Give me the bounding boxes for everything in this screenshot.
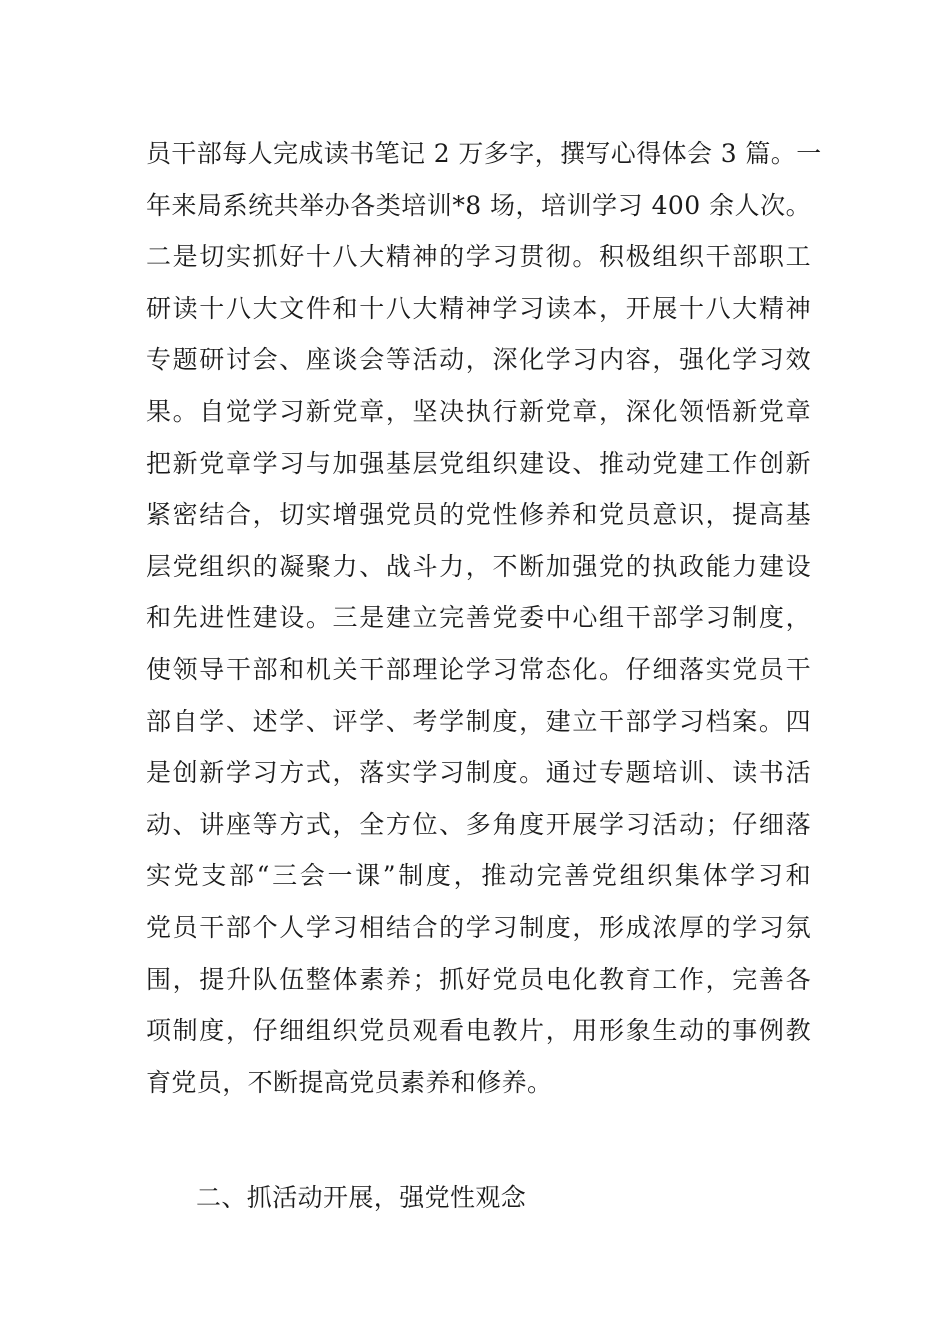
body-paragraph [146, 128, 822, 1108]
paragraph-line: 育党员，不断提高党员素养和修养。 [146, 1067, 553, 1097]
paragraph-line: 员干部每人完成读书笔记 2 万多字，撰写心得体会 3 篇。一 [146, 139, 822, 168]
paragraph-line: 项制度，仔细组织党员观看电教片，用形象生动的事例教 [146, 1016, 811, 1046]
paragraph-line: 专题研讨会、座谈会等活动，深化学习内容，强化学习效 [146, 345, 811, 375]
paragraph-line: 年来局系统共举办各类培训*8 场，培训学习 400 余人次。 [146, 190, 811, 220]
section-heading: 二、抓活动开展，强党性观念 [196, 1183, 527, 1212]
paragraph-line: 层党组织的凝聚力、战斗力，不断加强党的执政能力建设 [146, 551, 811, 581]
paragraph-line: 二是切实抓好十八大精神的学习贯彻。积极组织干部职工 [146, 242, 811, 272]
paragraph-line: 围，提升队伍整体素养；抓好党员电化教育工作，完善各 [146, 964, 811, 994]
paragraph-line: 动、讲座等方式，全方位、多角度开展学习活动；仔细落 [146, 809, 811, 839]
paragraph-line: 是创新学习方式，落实学习制度。通过专题培训、读书活 [146, 758, 811, 788]
paragraph-line: 果。自觉学习新党章，坚决执行新党章，深化领悟新党章 [146, 396, 811, 426]
paragraph-line: 研读十八大文件和十八大精神学习读本，开展十八大精神 [146, 293, 811, 323]
paragraph-line: 使领导干部和机关干部理论学习常态化。仔细落实党员干 [146, 654, 811, 684]
paragraph-line: 实党支部“三会一课”制度，推动完善党组织集体学习和 [146, 861, 811, 891]
paragraph-line: 把新党章学习与加强基层党组织建设、推动党建工作创新 [146, 448, 811, 478]
paragraph-line: 紧密结合，切实增强党员的党性修养和党员意识，提高基 [146, 500, 811, 530]
paragraph-line: 部自学、述学、评学、考学制度，建立干部学习档案。四 [146, 706, 811, 736]
paragraph-line: 和先进性建设。三是建立完善党委中心组干部学习制度， [146, 603, 811, 633]
paragraph-line: 党员干部个人学习相结合的学习制度，形成浓厚的学习氛 [146, 912, 811, 942]
